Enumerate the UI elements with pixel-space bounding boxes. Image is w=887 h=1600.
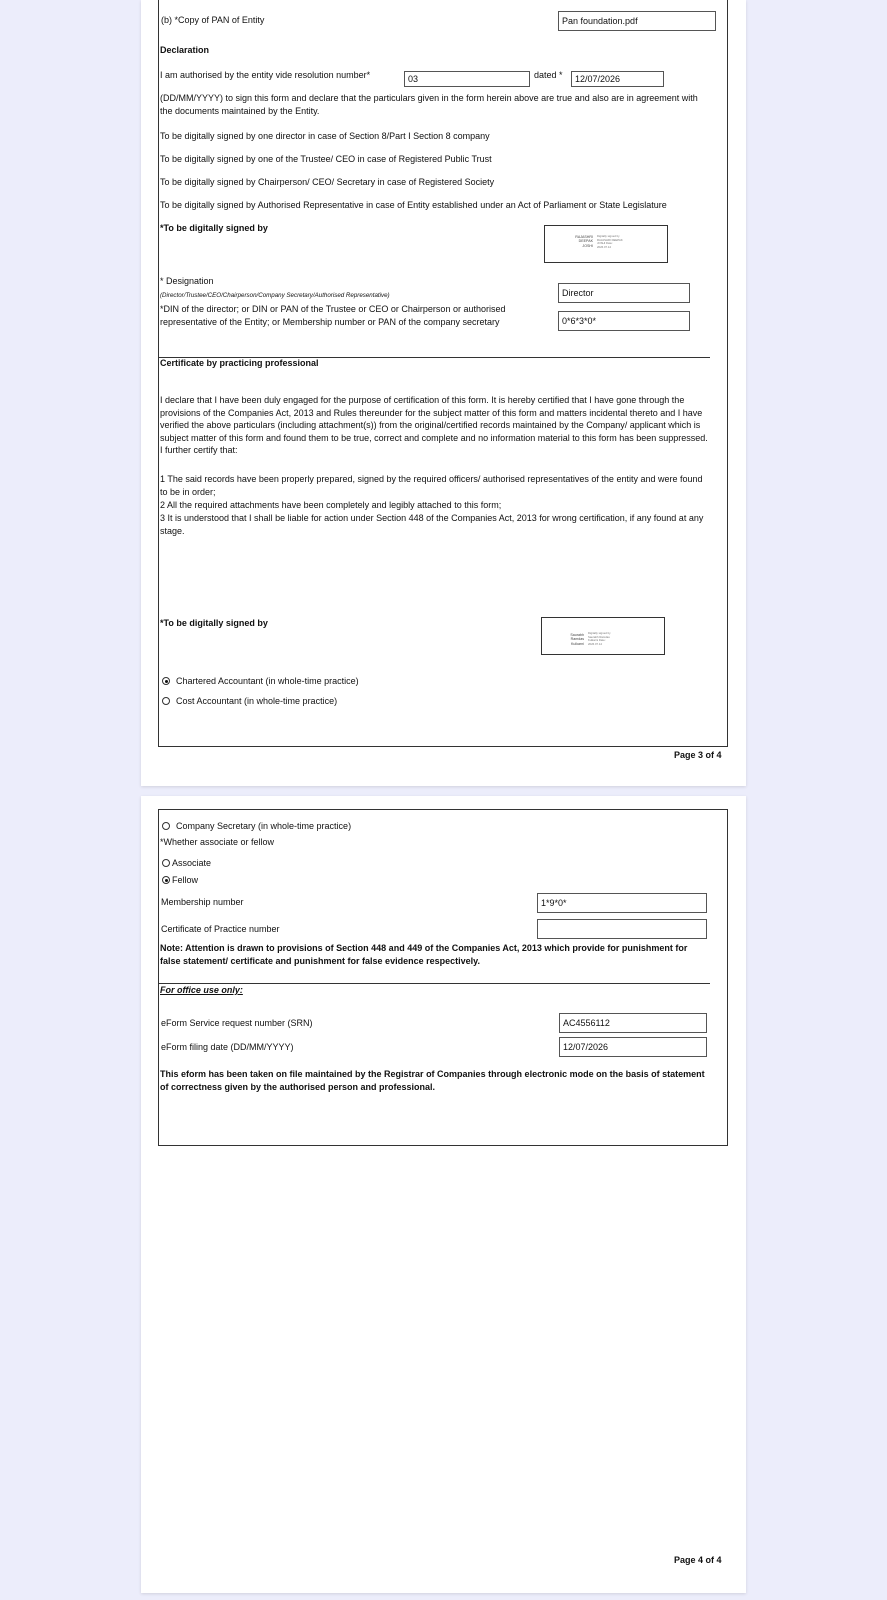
- radio-associate-label: Associate: [172, 858, 212, 868]
- membership-label: Membership number: [161, 897, 244, 907]
- signature-name-line: Ramdas: [570, 637, 584, 642]
- registrar-note: This eform has been taken on file maintained by the Registrar of Companies through electronic mode on the basis of statement of correctness given by the authorised person and professional.: [160, 1069, 705, 1092]
- professional-signature-box[interactable]: [541, 617, 665, 655]
- sign-rule-public-trust: To be digitally signed by one of the Trustee/ CEO in case of Registered Public Trust: [160, 154, 492, 164]
- associate-fellow-label: *Whether associate or fellow: [160, 837, 275, 847]
- din-field[interactable]: 0*6*3*0*: [558, 311, 690, 331]
- signature-name-line: RAJASHRI: [575, 235, 593, 239]
- radio-cost-accountant[interactable]: [162, 697, 170, 705]
- digital-signature-box[interactable]: [544, 225, 668, 263]
- certify-point-3: 3 It is understood that I shall be liable for action under Section 448 of the Companies Act, 2013 for wrong certification, if any found at any stage.: [160, 513, 704, 536]
- resolution-date-field[interactable]: 12/07/2026: [571, 71, 664, 87]
- certify-point-1: 1 The said records have been properly prepared, signed by the required officers/ authorised representatives of the entity and were found to be in order;: [160, 474, 703, 497]
- declaration-text: (DD/MM/YYYY) to sign this form and declare that the particulars given in the form herein above are true and also are in agreement with the documents maintained by the Entity.: [160, 93, 698, 116]
- signature-details: Digitally signed by Saurabh Ramdas Kulkarni Date: 2026.07.12: [588, 631, 611, 646]
- attention-note: Note: Attention is drawn to provisions of Section 448 and 449 of the Companies Act, 2013 which provide for punishment for false statement/ certificate and punishment for false evidence respectively.: [160, 943, 688, 966]
- certify-point-2: 2 All the required attachments have been completely and legibly attached to this form;: [160, 500, 502, 510]
- srn-label: eForm Service request number (SRN): [161, 1018, 313, 1028]
- form-frame: [158, 809, 728, 1146]
- membership-number-field[interactable]: 1*9*0*: [537, 893, 707, 913]
- radio-fellow[interactable]: [162, 876, 170, 884]
- pan-label: (b) *Copy of PAN of Entity: [161, 15, 265, 25]
- designation-hint: (Director/Trustee/CEO/Chairperson/Company Secretary/Authorised Representative): [160, 292, 390, 299]
- signature-name-line: DEEPAK: [578, 239, 593, 244]
- dated-label: dated *: [534, 70, 563, 80]
- radio-cost-accountant-label: Cost Accountant (in whole-time practice): [176, 696, 338, 706]
- signature-name-line: JOSHI: [582, 243, 593, 248]
- certificate-text: I declare that I have been duly engaged for the purpose of certification of this form. It is hereby certified that I have gone through the provisions of the Companies Act, 2013 and Rules thereunder for the subject matter of this form and matters incidental thereto and I have verified the above particulars (including attachment(s)) from the original/certified records maintained by the Company/ applicant which is subject matter of this form and found them to be true, correct and complete and no information material to this form has been suppressed. I further certify that:: [160, 395, 708, 455]
- signed-by-label-professional: *To be digitally signed by: [160, 618, 268, 628]
- declaration-heading: Declaration: [160, 45, 210, 55]
- signature-details: Digitally signed by RAJASHRI DEEPAK JOSHI Date: 2026.07.12: [597, 234, 623, 249]
- signed-by-label: *To be digitally signed by: [160, 223, 268, 233]
- pan-attachment-field[interactable]: Pan foundation.pdf: [558, 11, 716, 31]
- form-page-3: [141, 0, 746, 786]
- cop-number-field[interactable]: [537, 919, 707, 939]
- radio-company-secretary[interactable]: [162, 822, 170, 830]
- din-label: *DIN of the director; or DIN or PAN of the Trustee or CEO or Chairperson or authorised representative of the Entity; or Membership number or PAN of the company secretary: [160, 304, 506, 327]
- page-number: Page 4 of 4: [674, 1555, 722, 1565]
- signature-name-line: Kulkarni: [571, 641, 584, 646]
- sign-rule-section8: To be digitally signed by one director in case of Section 8/Part I Section 8 company: [160, 131, 490, 141]
- form-page-4: [141, 796, 746, 1593]
- radio-associate[interactable]: [162, 859, 170, 867]
- designation-field[interactable]: Director: [558, 283, 690, 303]
- office-use-heading: For office use only:: [160, 985, 243, 995]
- radio-chartered-accountant-label: Chartered Accountant (in whole-time practice): [176, 676, 359, 686]
- sign-rule-society: To be digitally signed by Chairperson/ CEO/ Secretary in case of Registered Society: [160, 177, 495, 187]
- signature-name-line: Saurabh: [570, 633, 584, 637]
- filing-date-label: eForm filing date (DD/MM/YYYY): [161, 1042, 294, 1052]
- resolution-label: I am authorised by the entity vide resolution number*: [160, 70, 371, 80]
- radio-company-secretary-label: Company Secretary (in whole-time practice): [176, 821, 352, 831]
- sign-rule-act-entity: To be digitally signed by Authorised Representative in case of Entity established under an Act of Parliament or State Legislature: [160, 200, 667, 210]
- radio-chartered-accountant[interactable]: [162, 677, 170, 685]
- radio-fellow-label: Fellow: [172, 875, 199, 885]
- resolution-number-field[interactable]: 03: [404, 71, 530, 87]
- cop-label: Certificate of Practice number: [161, 924, 280, 934]
- designation-label: * Designation: [160, 276, 214, 286]
- filing-date-field[interactable]: 12/07/2026: [559, 1037, 707, 1057]
- page-number: Page 3 of 4: [674, 750, 722, 760]
- srn-field[interactable]: AC4556112: [559, 1013, 707, 1033]
- certificate-heading: Certificate by practicing professional: [160, 358, 319, 368]
